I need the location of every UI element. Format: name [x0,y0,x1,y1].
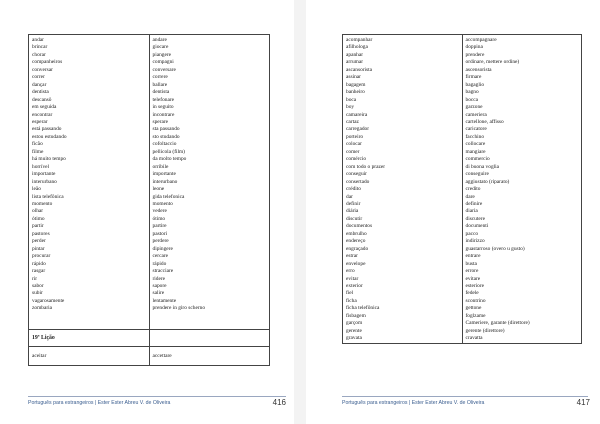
vocab-row [343,97,582,104]
vocab-row [343,305,582,312]
portuguese-word: encontrar [29,112,150,119]
italian-word: Cameriere, garante (direttore) [462,320,582,327]
portuguese-word: ficão [29,141,150,148]
italian-word: compagni [149,59,270,66]
italian-word: firmare [462,74,582,81]
vocab-row [29,59,270,66]
vocab-row [29,164,270,171]
portuguese-word: gravata [343,335,463,343]
portuguese-word: colocar [343,141,463,148]
italian-word: bocca [462,97,582,104]
vocab-row [343,35,582,45]
vocab-row [343,261,582,268]
portuguese-word: correr [29,74,150,81]
vocab-row [29,253,270,260]
italian-word: doppina [462,44,582,51]
portuguese-word: descansô [29,97,150,104]
portuguese-word: discutir [343,216,463,223]
italian-word: foglzame [462,313,582,320]
portuguese-word: ficha [343,298,463,305]
italian-word: vedere [149,208,270,215]
italian-word: commercio [462,156,582,163]
portuguese-word: dar [343,194,463,201]
portuguese-word: camareira [343,112,463,119]
portuguese-word: assinar [343,74,463,81]
italian-word: sta passando [149,126,270,133]
italian-word: mangiare [462,149,582,156]
portuguese-word: arrumar [343,59,463,66]
portuguese-word: procurar [29,253,150,260]
lesson-header-row [29,329,270,346]
page-number: 416 [272,398,286,407]
portuguese-word: chorar [29,52,150,59]
italian-word: ordinare, mettere ordine) [462,59,582,66]
portuguese-word: documentos [343,223,463,230]
italian-word: busta [462,261,582,268]
vocab-row [29,149,270,156]
italian-word: salire [149,290,270,297]
portuguese-word: olhar [29,208,150,215]
portuguese-word: importante [29,171,150,178]
italian-word: gida telefonica [149,194,270,201]
italian-word: ridere [149,276,270,283]
italian-word: diaria [462,208,582,215]
vocab-row [29,97,270,104]
italian-word: ótimo [149,216,270,223]
vocab-row [343,112,582,119]
portuguese-word: aceitar [29,346,150,365]
portuguese-word: boy [343,104,463,111]
portuguese-word: carregador [343,126,463,133]
portuguese-word: em seguida [29,104,150,111]
page-footer-right [342,396,588,411]
italian-word: ascensorista [462,67,582,74]
vocab-row [29,119,270,126]
portuguese-word: momento [29,201,150,208]
vocab-row [343,171,582,178]
italian-word: partire [149,223,270,230]
portuguese-word: endereço [343,238,463,245]
vocab-row [29,194,270,201]
portuguese-word: diária [343,208,463,215]
italian-word: stracciare [149,268,270,275]
italian-word: ballare [149,82,270,89]
italian-word: accompagnare [462,35,582,45]
vocab-row [343,119,582,126]
portuguese-word: estou estudando [29,134,150,141]
italian-word: cercare [149,253,270,260]
vocab-row [343,335,582,343]
vocab-row [29,74,270,81]
vocab-row [29,171,270,178]
portuguese-word: vagarosamente [29,298,150,305]
vocab-row [343,223,582,230]
portuguese-word: subir [29,290,150,297]
italian-word: accettare [149,346,270,365]
italian-word: cravatta [462,335,582,343]
vocab-row [29,156,270,163]
vocab-row [343,82,582,89]
italian-word: giocare [149,44,270,51]
italian-word: bagno [462,89,582,96]
vocab-row [343,268,582,275]
vocab-row [343,134,582,141]
italian-word: evitare [462,276,582,283]
vocab-row [343,320,582,327]
vocab-row [29,268,270,275]
portuguese-word: embrulho [343,231,463,238]
vocabulary-table-right [342,34,582,344]
portuguese-word: bagagem [343,82,463,89]
vocab-row [343,328,582,335]
portuguese-word: pintar [29,246,150,253]
italian-word: piangere [149,52,270,59]
vocab-row [343,59,582,66]
lesson-label: 19ª Lição [29,329,150,346]
italian-word: gerente (direttore) [462,328,582,335]
vocab-row [29,231,270,238]
italian-word: aggiustato (riparato) [462,179,582,186]
vocab-row [29,216,270,223]
portuguese-word: rir [29,276,150,283]
portuguese-word: fiel [343,290,463,297]
italian-word: errore [462,268,582,275]
vocab-row [29,35,270,45]
vocab-row [343,283,582,290]
vocab-row [343,216,582,223]
vocab-row [29,283,270,290]
vocab-row [29,261,270,268]
italian-word: discutere [462,216,582,223]
italian-word: prendere [462,52,582,59]
portuguese-word: consertado [343,179,463,186]
portuguese-word: lista telefônica [29,194,150,201]
vocab-row [343,44,582,51]
italian-word: sperare [149,119,270,126]
italian-word: definire [462,201,582,208]
portuguese-word: está passando [29,126,150,133]
portuguese-word: companheiros [29,59,150,66]
italian-word: entrare [462,253,582,260]
portuguese-word: erro [343,268,463,275]
italian-word: esteriore [462,283,582,290]
vocab-row [29,112,270,119]
portuguese-word: perder [29,238,150,245]
vocab-row [343,52,582,59]
vocab-row [29,276,270,283]
vocab-row [29,52,270,59]
italian-word: garzone [462,104,582,111]
vocab-row [29,82,270,89]
italian-word: leone [149,186,270,193]
vocab-row [29,186,270,193]
italian-word: pacco [462,231,582,238]
empty-cell [149,313,270,330]
portuguese-word: boca [343,97,463,104]
vocab-row [343,149,582,156]
italian-word: pellicola (film) [149,149,270,156]
empty-cell [149,329,270,346]
italian-word: conversare [149,67,270,74]
italian-word: importante [149,171,270,178]
portuguese-word: rápido [29,261,150,268]
portuguese-word: andar [29,35,150,45]
italian-word: scontrino [462,298,582,305]
portuguese-word: dançar [29,82,150,89]
italian-word: guastarroso (overo u gusto) [462,246,582,253]
italian-word: cofoltaccio [149,141,270,148]
vocab-row [343,194,582,201]
portuguese-word: esperar [29,119,150,126]
italian-word: rápido [149,261,270,268]
portuguese-word: horrível [29,164,150,171]
right-page [306,0,600,424]
italian-word: dipingere [149,246,270,253]
italian-word: prendere in giro scherno [149,305,270,312]
vocab-row [343,141,582,148]
portuguese-word: filme [29,149,150,156]
italian-word: telefonare [149,97,270,104]
vocab-row [29,246,270,253]
vocab-row [343,276,582,283]
vocab-row [29,238,270,245]
portuguese-word: acompanhar [343,35,463,45]
italian-word: dentista [149,89,270,96]
italian-word: cartellone, affisso [462,119,582,126]
italian-word: in seguito [149,104,270,111]
footer-text: Português para estrangeiros | Ester Ester Abreu V. de Oliveira [28,400,171,406]
left-page [0,0,294,424]
vocab-row [343,156,582,163]
vocab-row [343,67,582,74]
italian-word: conseguire [462,171,582,178]
italian-word: orribile [149,164,270,171]
vocab-row [343,126,582,133]
italian-word: documenti [462,223,582,230]
portuguese-word: crédito [343,186,463,193]
footer-text: Português para estrangeiros | Ester Ester Abreu V. de Oliveira [342,400,485,406]
italian-word: cameriera [462,112,582,119]
italian-word: momento [149,201,270,208]
vocab-row [29,305,270,312]
italian-word: facchino [462,134,582,141]
vocab-row [29,298,270,305]
italian-word: lentamente [149,298,270,305]
portuguese-word: com todo o prazer [343,164,463,171]
italian-word: fedele [462,290,582,297]
portuguese-word: conversar [29,67,150,74]
portuguese-word: pastores [29,231,150,238]
vocab-row [343,104,582,111]
vocab-row [29,223,270,230]
book-gutter [294,0,306,424]
italian-word: interurbano [149,179,270,186]
vocab-row [343,201,582,208]
empty-cell [29,313,150,330]
portuguese-word: sabor [29,283,150,290]
portuguese-word: envelope [343,261,463,268]
table-spacer [29,313,270,330]
italian-word: sto studando [149,134,270,141]
portuguese-word: definir [343,201,463,208]
vocab-row [29,346,270,365]
vocab-row [343,179,582,186]
italian-word: dare [462,194,582,201]
vocab-row [343,186,582,193]
vocab-row [29,201,270,208]
portuguese-word: conseguir [343,171,463,178]
vocab-row [343,208,582,215]
portuguese-word: dentista [29,89,150,96]
portuguese-word: porteiro [343,134,463,141]
vocab-row [29,208,270,215]
vocab-row [343,290,582,297]
vocab-row [343,164,582,171]
italian-word: incontrare [149,112,270,119]
italian-word: caricatore [462,126,582,133]
italian-word: credito [462,186,582,193]
portuguese-word: comer [343,149,463,156]
vocab-row [29,134,270,141]
vocab-row [29,179,270,186]
italian-word: indirizzo [462,238,582,245]
portuguese-word: apanhar [343,52,463,59]
vocab-row [343,231,582,238]
page-number: 417 [576,398,590,407]
italian-word: correre [149,74,270,81]
italian-word: perdere [149,238,270,245]
italian-word: collocare [462,141,582,148]
italian-word: da molto tempo [149,156,270,163]
vocab-row [343,238,582,245]
vocab-row [343,298,582,305]
italian-word: pastori [149,231,270,238]
portuguese-word: brincar [29,44,150,51]
portuguese-word: fisbagem [343,313,463,320]
italian-word: gettone [462,305,582,312]
italian-word: di buona voglia [462,164,582,171]
portuguese-word: zombaria [29,305,150,312]
portuguese-word: gerente [343,328,463,335]
page-footer-left [28,396,286,411]
portuguese-word: afilhologa [343,44,463,51]
vocab-row [343,246,582,253]
vocab-row [29,67,270,74]
portuguese-word: banheiro [343,89,463,96]
portuguese-word: exterior [343,283,463,290]
vocab-row [29,104,270,111]
portuguese-word: interurbano [29,179,150,186]
vocab-row [343,89,582,96]
portuguese-word: ascansorista [343,67,463,74]
vocab-row [29,44,270,51]
portuguese-word: leão [29,186,150,193]
portuguese-word: partir [29,223,150,230]
portuguese-word: evitar [343,276,463,283]
italian-word: bagaglio [462,82,582,89]
portuguese-word: garçom [343,320,463,327]
vocab-row [29,290,270,297]
portuguese-word: há muito tempo [29,156,150,163]
portuguese-word: comércio [343,156,463,163]
portuguese-word: ficha telefônica [343,305,463,312]
portuguese-word: rasgar [29,268,150,275]
italian-word: sapore [149,283,270,290]
italian-word: andare [149,35,270,45]
vocab-row [343,313,582,320]
vocab-row [29,141,270,148]
vocabulary-table-left [28,34,270,366]
vocab-row [343,74,582,81]
vocab-row [343,253,582,260]
vocab-row [29,126,270,133]
portuguese-word: engraçado [343,246,463,253]
portuguese-word: ótimo [29,216,150,223]
portuguese-word: cartaz [343,119,463,126]
vocab-row [29,89,270,96]
portuguese-word: estrar [343,253,463,260]
